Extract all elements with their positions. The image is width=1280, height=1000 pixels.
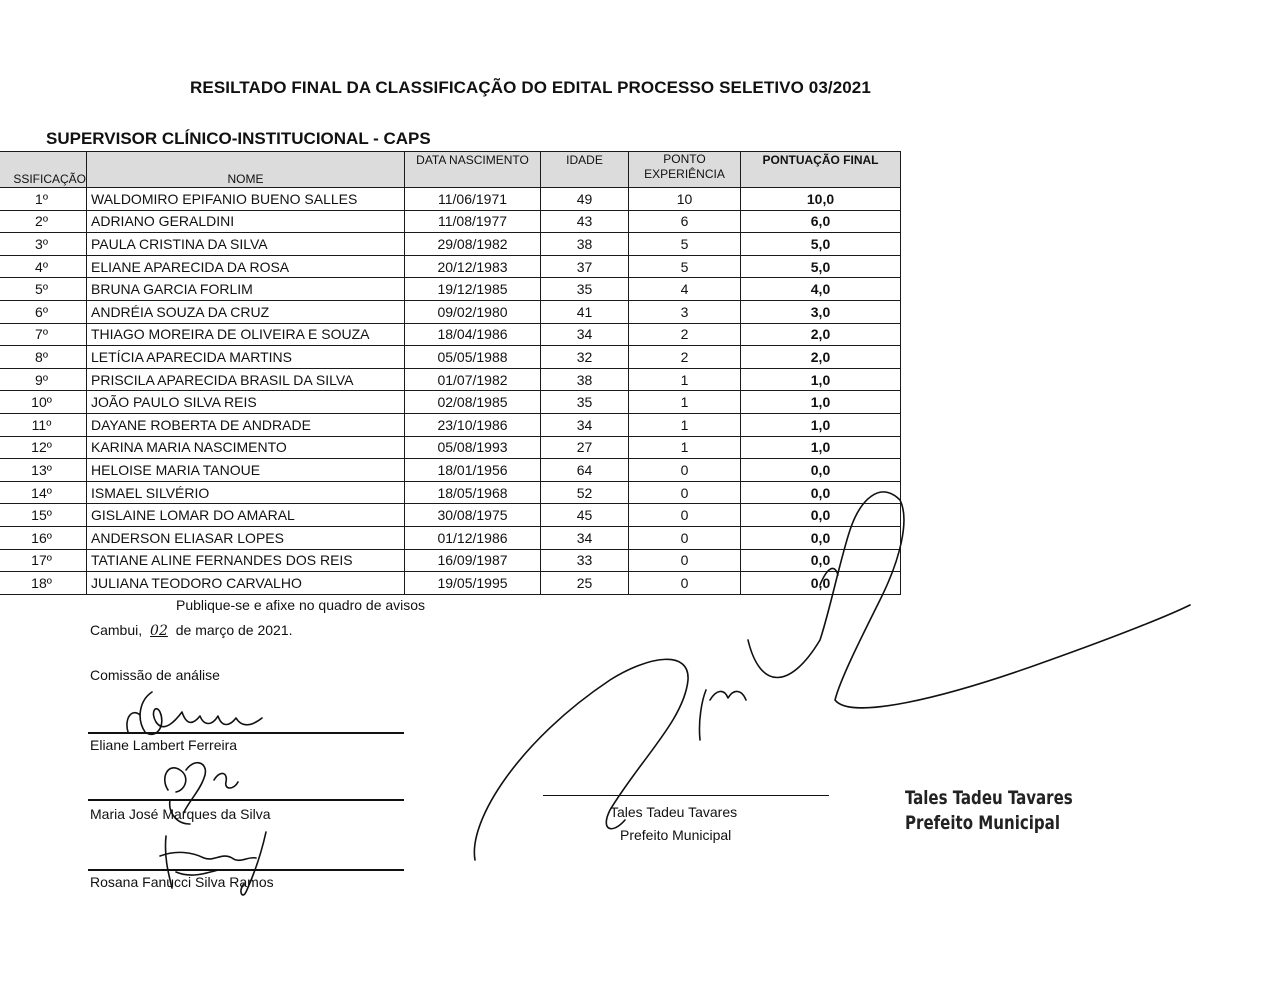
mayor-role: Prefeito Municipal <box>620 827 732 843</box>
rank-cell: 5º <box>0 278 87 301</box>
final-score-cell: 2,0 <box>741 323 901 346</box>
experience-points-cell: 0 <box>629 459 741 482</box>
final-score-cell: 1,0 <box>741 413 901 436</box>
rank-cell: 1º <box>0 188 87 211</box>
rank-cell: 16º <box>0 526 87 549</box>
publish-note: Publique-se e afixe no quadro de avisos <box>176 597 426 613</box>
rank-cell: 11º <box>0 413 87 436</box>
rank-cell: 18º <box>0 572 87 595</box>
table-row <box>0 278 901 301</box>
name-cell: ADRIANO GERALDINI <box>87 210 405 233</box>
rank-cell: 14º <box>0 481 87 504</box>
position-subtitle: SUPERVISOR CLÍNICO-INSTITUCIONAL - CAPS <box>46 129 431 148</box>
birth-date-cell: 01/07/1982 <box>405 368 541 391</box>
final-score-cell: 1,0 <box>741 368 901 391</box>
table-row <box>0 526 901 549</box>
age-cell: 64 <box>541 459 629 482</box>
final-score-cell: 6,0 <box>741 210 901 233</box>
name-cell: DAYANE ROBERTA DE ANDRADE <box>87 413 405 436</box>
age-cell: 34 <box>541 323 629 346</box>
birth-date-cell: 09/02/1980 <box>405 300 541 323</box>
age-cell: 33 <box>541 549 629 572</box>
name-cell: TATIANE ALINE FERNANDES DOS REIS <box>87 549 405 572</box>
rank-cell: 6º <box>0 300 87 323</box>
experience-points-cell: 0 <box>629 526 741 549</box>
results-table <box>0 151 901 595</box>
rank-cell: 15º <box>0 504 87 527</box>
rank-cell: 4º <box>0 255 87 278</box>
birth-date-cell: 11/06/1971 <box>405 188 541 211</box>
age-cell: 49 <box>541 188 629 211</box>
table-row <box>0 504 901 527</box>
final-score-cell: 0,0 <box>741 572 901 595</box>
date-line <box>90 622 293 639</box>
birth-date-cell: 01/12/1986 <box>405 526 541 549</box>
table-row <box>0 436 901 459</box>
name-cell: ANDERSON ELIASAR LOPES <box>87 526 405 549</box>
final-score-cell: 0,0 <box>741 504 901 527</box>
experience-points-cell: 2 <box>629 323 741 346</box>
mayor-stamp <box>905 786 1073 836</box>
name-cell: GISLAINE LOMAR DO AMARAL <box>87 504 405 527</box>
age-cell: 41 <box>541 300 629 323</box>
rank-cell: 12º <box>0 436 87 459</box>
experience-points-cell: 1 <box>629 413 741 436</box>
rank-cell: 3º <box>0 233 87 256</box>
experience-points-cell: 0 <box>629 504 741 527</box>
final-score-cell: 1,0 <box>741 391 901 414</box>
name-cell: LETÍCIA APARECIDA MARTINS <box>87 346 405 369</box>
name-cell: PRISCILA APARECIDA BRASIL DA SILVA <box>87 368 405 391</box>
document-title: RESILTADO FINAL DA CLASSIFICAÇÃO DO EDITAL PROCESSO SELETIVO 03/2021 <box>190 78 871 97</box>
experience-points-cell: 3 <box>629 300 741 323</box>
header-pontuacao-final: PONTUAÇÃO FINAL <box>741 152 901 188</box>
header-idade: IDADE <box>541 152 629 188</box>
committee-label: Comissão de análise <box>90 667 220 683</box>
age-cell: 34 <box>541 526 629 549</box>
name-cell: ISMAEL SILVÉRIO <box>87 481 405 504</box>
final-score-cell: 0,0 <box>741 481 901 504</box>
birth-date-cell: 11/08/1977 <box>405 210 541 233</box>
table-row <box>0 255 901 278</box>
final-score-cell: 0,0 <box>741 459 901 482</box>
rank-cell: 17º <box>0 549 87 572</box>
birth-date-cell: 18/04/1986 <box>405 323 541 346</box>
table-header-row <box>0 152 901 188</box>
birth-date-cell: 16/09/1987 <box>405 549 541 572</box>
name-cell: WALDOMIRO EPIFANIO BUENO SALLES <box>87 188 405 211</box>
name-cell: THIAGO MOREIRA DE OLIVEIRA E SOUZA <box>87 323 405 346</box>
table-row <box>0 481 901 504</box>
table-row <box>0 188 901 211</box>
table-row <box>0 210 901 233</box>
final-score-cell: 3,0 <box>741 300 901 323</box>
table-row <box>0 300 901 323</box>
header-classificacao: SSIFICAÇÃO <box>0 152 87 188</box>
committee-member-2: Maria José Marques da Silva <box>90 806 271 822</box>
rank-cell: 2º <box>0 210 87 233</box>
table-body <box>0 188 901 595</box>
age-cell: 43 <box>541 210 629 233</box>
experience-points-cell: 4 <box>629 278 741 301</box>
birth-date-cell: 18/05/1968 <box>405 481 541 504</box>
age-cell: 37 <box>541 255 629 278</box>
signature-line-3 <box>88 869 404 871</box>
table-row <box>0 368 901 391</box>
age-cell: 35 <box>541 278 629 301</box>
signature-line-2 <box>88 799 404 801</box>
name-cell: BRUNA GARCIA FORLIM <box>87 278 405 301</box>
table-row <box>0 323 901 346</box>
name-cell: ELIANE APARECIDA DA ROSA <box>87 255 405 278</box>
date-prefix: Cambui, <box>90 622 143 638</box>
table-row <box>0 459 901 482</box>
table-row <box>0 549 901 572</box>
final-score-cell: 10,0 <box>741 188 901 211</box>
age-cell: 27 <box>541 436 629 459</box>
name-cell: JOÃO PAULO SILVA REIS <box>87 391 405 414</box>
birth-date-cell: 05/05/1988 <box>405 346 541 369</box>
table-row <box>0 572 901 595</box>
age-cell: 35 <box>541 391 629 414</box>
final-score-cell: 1,0 <box>741 436 901 459</box>
name-cell: PAULA CRISTINA DA SILVA <box>87 233 405 256</box>
final-score-cell: 5,0 <box>741 255 901 278</box>
birth-date-cell: 23/10/1986 <box>405 413 541 436</box>
header-nome: NOME <box>87 152 405 188</box>
final-score-cell: 0,0 <box>741 526 901 549</box>
rank-cell: 13º <box>0 459 87 482</box>
date-suffix: de março de 2021. <box>175 622 293 638</box>
age-cell: 52 <box>541 481 629 504</box>
experience-points-cell: 6 <box>629 210 741 233</box>
rank-cell: 8º <box>0 346 87 369</box>
experience-points-cell: 0 <box>629 572 741 595</box>
experience-points-cell: 1 <box>629 436 741 459</box>
name-cell: ANDRÉIA SOUZA DA CRUZ <box>87 300 405 323</box>
name-cell: KARINA MARIA NASCIMENTO <box>87 436 405 459</box>
experience-points-cell: 0 <box>629 549 741 572</box>
birth-date-cell: 02/08/1985 <box>405 391 541 414</box>
date-day: 02 <box>150 623 168 639</box>
experience-points-cell: 10 <box>629 188 741 211</box>
rank-cell: 9º <box>0 368 87 391</box>
birth-date-cell: 18/01/1956 <box>405 459 541 482</box>
rank-cell: 7º <box>0 323 87 346</box>
final-score-cell: 0,0 <box>741 549 901 572</box>
name-cell: JULIANA TEODORO CARVALHO <box>87 572 405 595</box>
age-cell: 25 <box>541 572 629 595</box>
birth-date-cell: 20/12/1983 <box>405 255 541 278</box>
experience-points-cell: 1 <box>629 368 741 391</box>
birth-date-cell: 19/12/1985 <box>405 278 541 301</box>
signature-eliane <box>127 692 262 734</box>
table-row <box>0 233 901 256</box>
stamp-name: Tales Tadeu Tavares <box>905 787 1073 809</box>
mayor-signature-line <box>543 795 829 796</box>
committee-member-3: Rosana Fanucci Silva Ramos <box>90 874 274 890</box>
header-ponto-experiencia: PONTO EXPERIÊNCIA <box>629 152 741 188</box>
table-row <box>0 391 901 414</box>
final-score-cell: 2,0 <box>741 346 901 369</box>
age-cell: 34 <box>541 413 629 436</box>
table-row <box>0 346 901 369</box>
experience-points-cell: 5 <box>629 233 741 256</box>
experience-points-cell: 1 <box>629 391 741 414</box>
birth-date-cell: 19/05/1995 <box>405 572 541 595</box>
age-cell: 38 <box>541 233 629 256</box>
mayor-name: Tales Tadeu Tavares <box>610 804 738 820</box>
age-cell: 38 <box>541 368 629 391</box>
signature-line-1 <box>88 732 404 734</box>
experience-points-cell: 0 <box>629 481 741 504</box>
committee-member-1: Eliane Lambert Ferreira <box>90 737 238 753</box>
final-score-cell: 4,0 <box>741 278 901 301</box>
age-cell: 45 <box>541 504 629 527</box>
final-score-cell: 5,0 <box>741 233 901 256</box>
birth-date-cell: 30/08/1975 <box>405 504 541 527</box>
table-row <box>0 413 901 436</box>
experience-points-cell: 5 <box>629 255 741 278</box>
header-data-nascimento: DATA NASCIMENTO <box>405 152 541 188</box>
birth-date-cell: 05/08/1993 <box>405 436 541 459</box>
birth-date-cell: 29/08/1982 <box>405 233 541 256</box>
age-cell: 32 <box>541 346 629 369</box>
experience-points-cell: 2 <box>629 346 741 369</box>
stamp-role: Prefeito Municipal <box>905 812 1060 834</box>
name-cell: HELOISE MARIA TANOUE <box>87 459 405 482</box>
rank-cell: 10º <box>0 391 87 414</box>
